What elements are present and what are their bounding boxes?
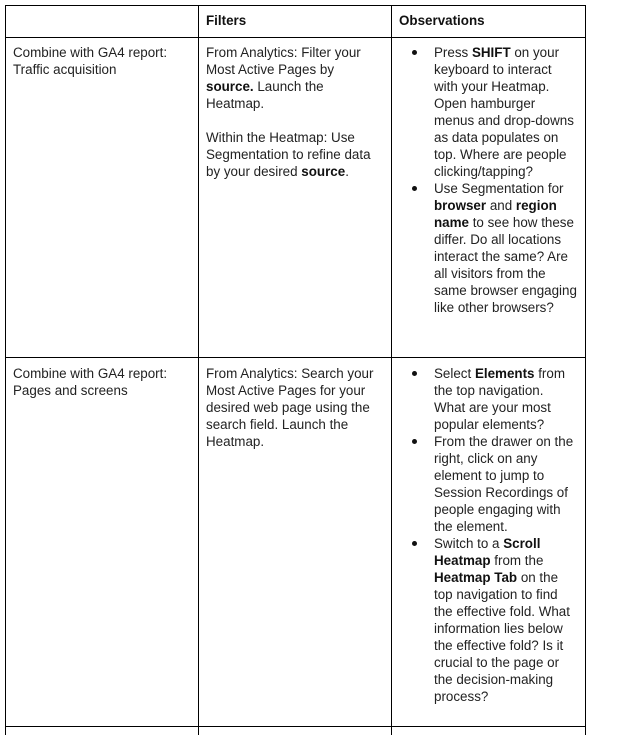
header-cell-filters: Filters	[199, 6, 392, 38]
filter-paragraph	[206, 44, 384, 112]
empty-cell	[392, 727, 586, 735]
text-run: from the	[491, 553, 544, 568]
text-run: From Analytics: Search your Most Active Pages for your desired web page using the search field. Launch the Heatmap.	[206, 366, 373, 449]
table-row	[6, 38, 586, 358]
bold-text: source	[301, 164, 345, 179]
bold-text: SHIFT	[472, 45, 511, 60]
observation-item	[434, 535, 578, 705]
bold-text: Scroll Heatmap	[434, 536, 540, 568]
empty-cell	[199, 727, 392, 735]
text-run: on your keyboard to interact with your Heatmap. Open hamburger menus and drop-downs as data populates on top. Where are people clicking/tapping?	[434, 45, 574, 179]
filter-paragraph	[206, 129, 384, 180]
observations-cell	[392, 358, 586, 727]
observation-item	[434, 433, 578, 535]
text-run: .	[345, 164, 349, 179]
text-run: Launch the Heatmap.	[206, 79, 324, 111]
text-run: Use Segmentation for	[434, 181, 564, 196]
report-cell: Combine with GA4 report: Traffic acquisition	[6, 38, 199, 358]
observations-list	[399, 44, 578, 316]
header-cell-observations: Observations	[392, 6, 586, 38]
text-run: From the drawer on the right, click on any element to jump to Session Recordings of people engaging with the element.	[434, 434, 573, 534]
observations-list	[399, 365, 578, 705]
header-cell-empty	[6, 6, 199, 38]
filters-observations-table	[5, 5, 586, 735]
text-run: from the top navigation. What are your most popular elements?	[434, 366, 565, 432]
empty-cell	[6, 727, 199, 735]
bold-text: Elements	[475, 366, 535, 381]
text-run: Press	[434, 45, 472, 60]
bold-text: region name	[434, 198, 557, 230]
observation-item	[434, 44, 578, 180]
observation-item	[434, 180, 578, 316]
bold-text: source.	[206, 79, 254, 94]
report-cell: Combine with GA4 report: Pages and screens	[6, 358, 199, 727]
filters-cell	[199, 38, 392, 358]
filters-cell	[199, 358, 392, 727]
text-run: Select	[434, 366, 475, 381]
text-run: to see how these differ. Do all locations interact the same? Are all visitors from the same browser engaging like other browsers?	[434, 215, 577, 315]
text-run: Within the Heatmap: Use Segmentation to refine data by your desired	[206, 130, 371, 179]
header-row	[6, 6, 586, 38]
filters-content	[206, 365, 384, 450]
observations-cell	[392, 38, 586, 358]
table-row	[6, 358, 586, 727]
bold-text: Heatmap Tab	[434, 570, 517, 585]
bold-text: browser	[434, 198, 486, 213]
observation-item	[434, 365, 578, 433]
text-run: From Analytics: Filter your Most Active Pages by	[206, 45, 361, 77]
text-run: Switch to a	[434, 536, 503, 551]
text-run: and	[486, 198, 516, 213]
filter-paragraph	[206, 365, 384, 450]
table-row-partial	[6, 727, 586, 735]
text-run: on the top navigation to find the effective fold. What information lies below the effective fold? Is it crucial to the page or the decision-making process?	[434, 570, 570, 704]
filters-content	[206, 44, 384, 180]
